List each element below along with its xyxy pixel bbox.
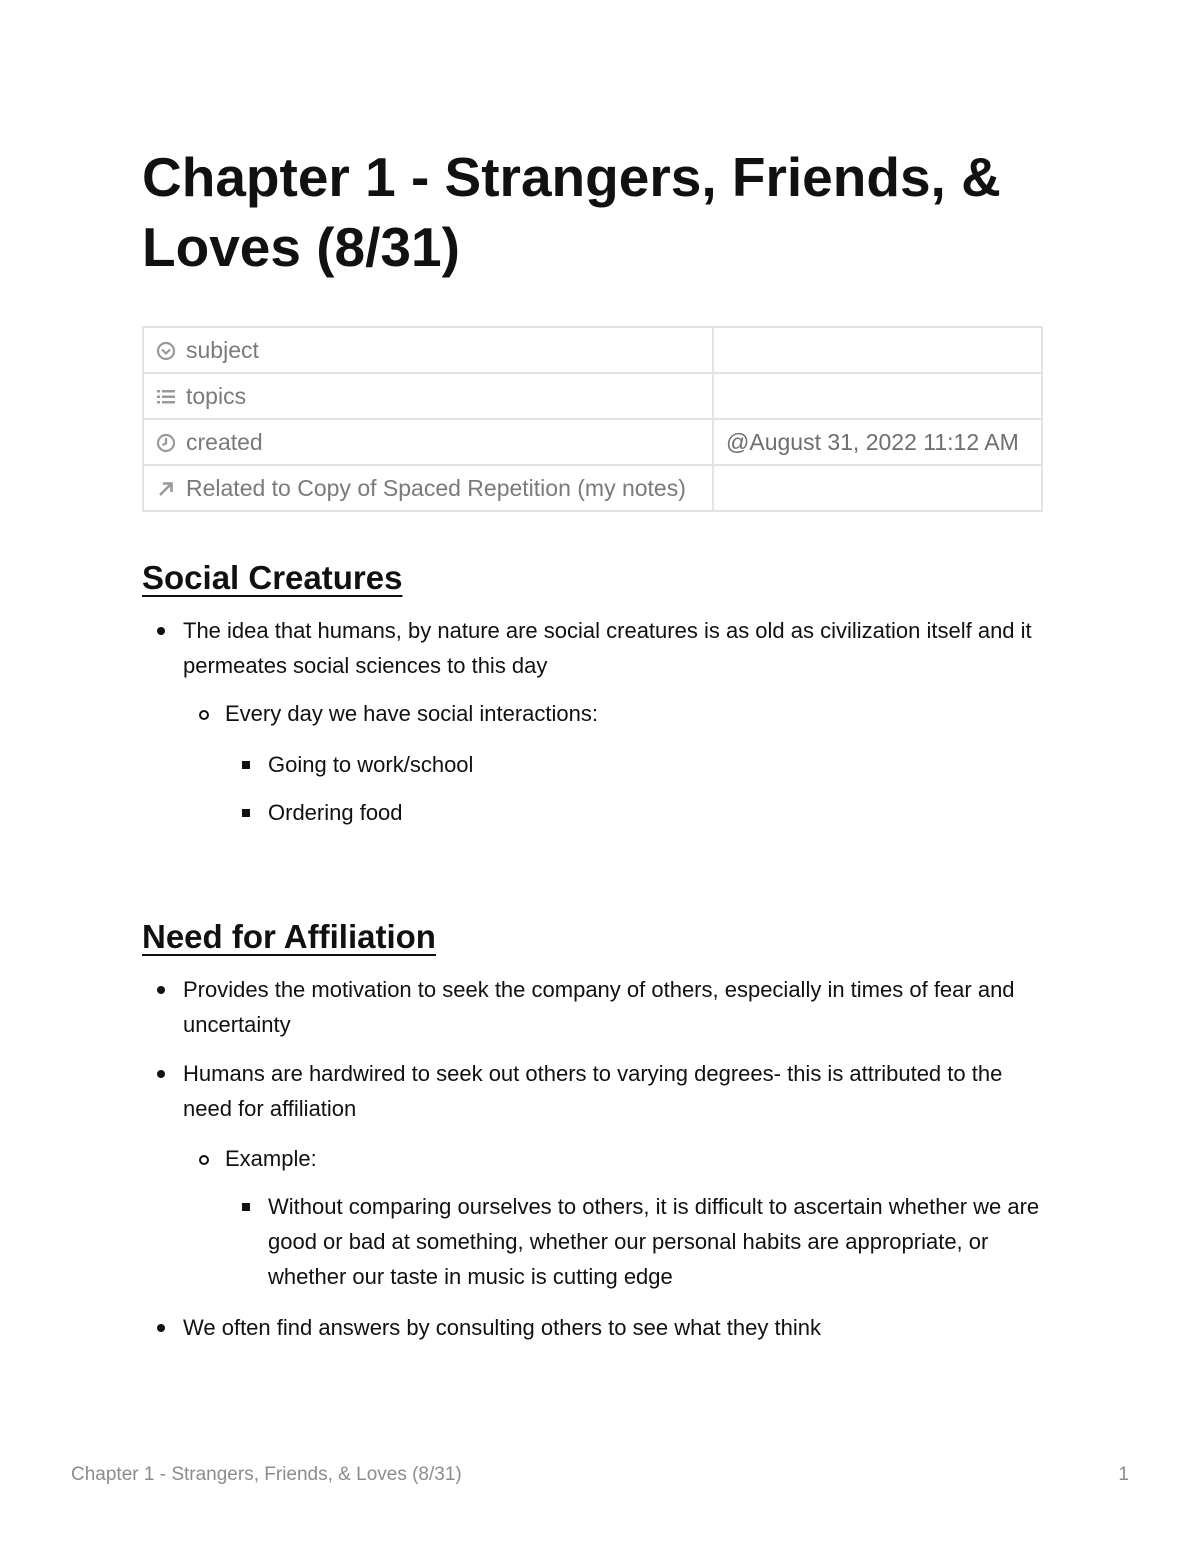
property-row-topics[interactable]	[143, 373, 1042, 419]
list-item: Humans are hardwired to seek out others to varying degrees- this is attributed to the need for affiliation	[183, 1061, 1003, 1121]
property-label: topics	[186, 382, 247, 409]
list-item: Example:	[225, 1146, 317, 1171]
bullet-disc	[157, 1324, 165, 1332]
section-heading-social-creatures: Social Creatures	[142, 559, 403, 596]
property-value[interactable]	[713, 465, 1042, 511]
bullet-disc	[157, 986, 165, 994]
property-value[interactable]: @August 31, 2022 11:12 AM	[713, 419, 1042, 465]
arrow-up-right-icon	[156, 479, 176, 499]
list-item: Ordering food	[268, 800, 403, 825]
bullet-disc	[157, 1070, 165, 1078]
page-title: Chapter 1 - Strangers, Friends, & Loves (8/31)	[142, 146, 1001, 278]
property-row-related[interactable]	[143, 465, 1042, 511]
list-item: Without comparing ourselves to others, it is difficult to ascertain whether we are good or bad at something, whether our personal habits are appropriate, or whether our taste in music is cutting edge	[268, 1194, 1040, 1289]
list-item: Going to work/school	[268, 752, 474, 777]
select-icon	[156, 341, 176, 361]
list-item: We often find answers by consulting others to see what they think	[183, 1315, 821, 1340]
property-label: subject	[186, 336, 259, 363]
property-label: created	[186, 428, 263, 455]
property-value[interactable]	[713, 373, 1042, 419]
bullet-disc	[157, 627, 165, 635]
footer-title: Chapter 1 - Strangers, Friends, & Loves (8/31)	[71, 1464, 462, 1485]
property-row-created[interactable]	[143, 419, 1042, 465]
properties-table	[142, 326, 1043, 512]
bullet-circle	[199, 1155, 209, 1165]
list-item: Provides the motivation to seek the company of others, especially in times of fear and uncertainty	[183, 977, 1015, 1037]
list-icon	[156, 387, 176, 407]
list-item: Every day we have social interactions:	[225, 701, 598, 726]
clock-icon	[156, 433, 176, 453]
property-value[interactable]	[713, 327, 1042, 373]
page-number: 1	[1118, 1464, 1129, 1485]
list-item: The idea that humans, by nature are social creatures is as old as civilization itself and it permeates social sciences to this day	[183, 618, 1032, 678]
bullet-circle	[199, 710, 209, 720]
property-label: Related to Copy of Spaced Repetition (my notes)	[186, 474, 686, 501]
bullet-square	[242, 809, 250, 817]
bullet-square	[242, 761, 250, 769]
bullet-square	[242, 1203, 250, 1211]
property-row-subject[interactable]	[143, 327, 1042, 373]
section-heading-need-for-affiliation: Need for Affiliation	[142, 918, 436, 955]
